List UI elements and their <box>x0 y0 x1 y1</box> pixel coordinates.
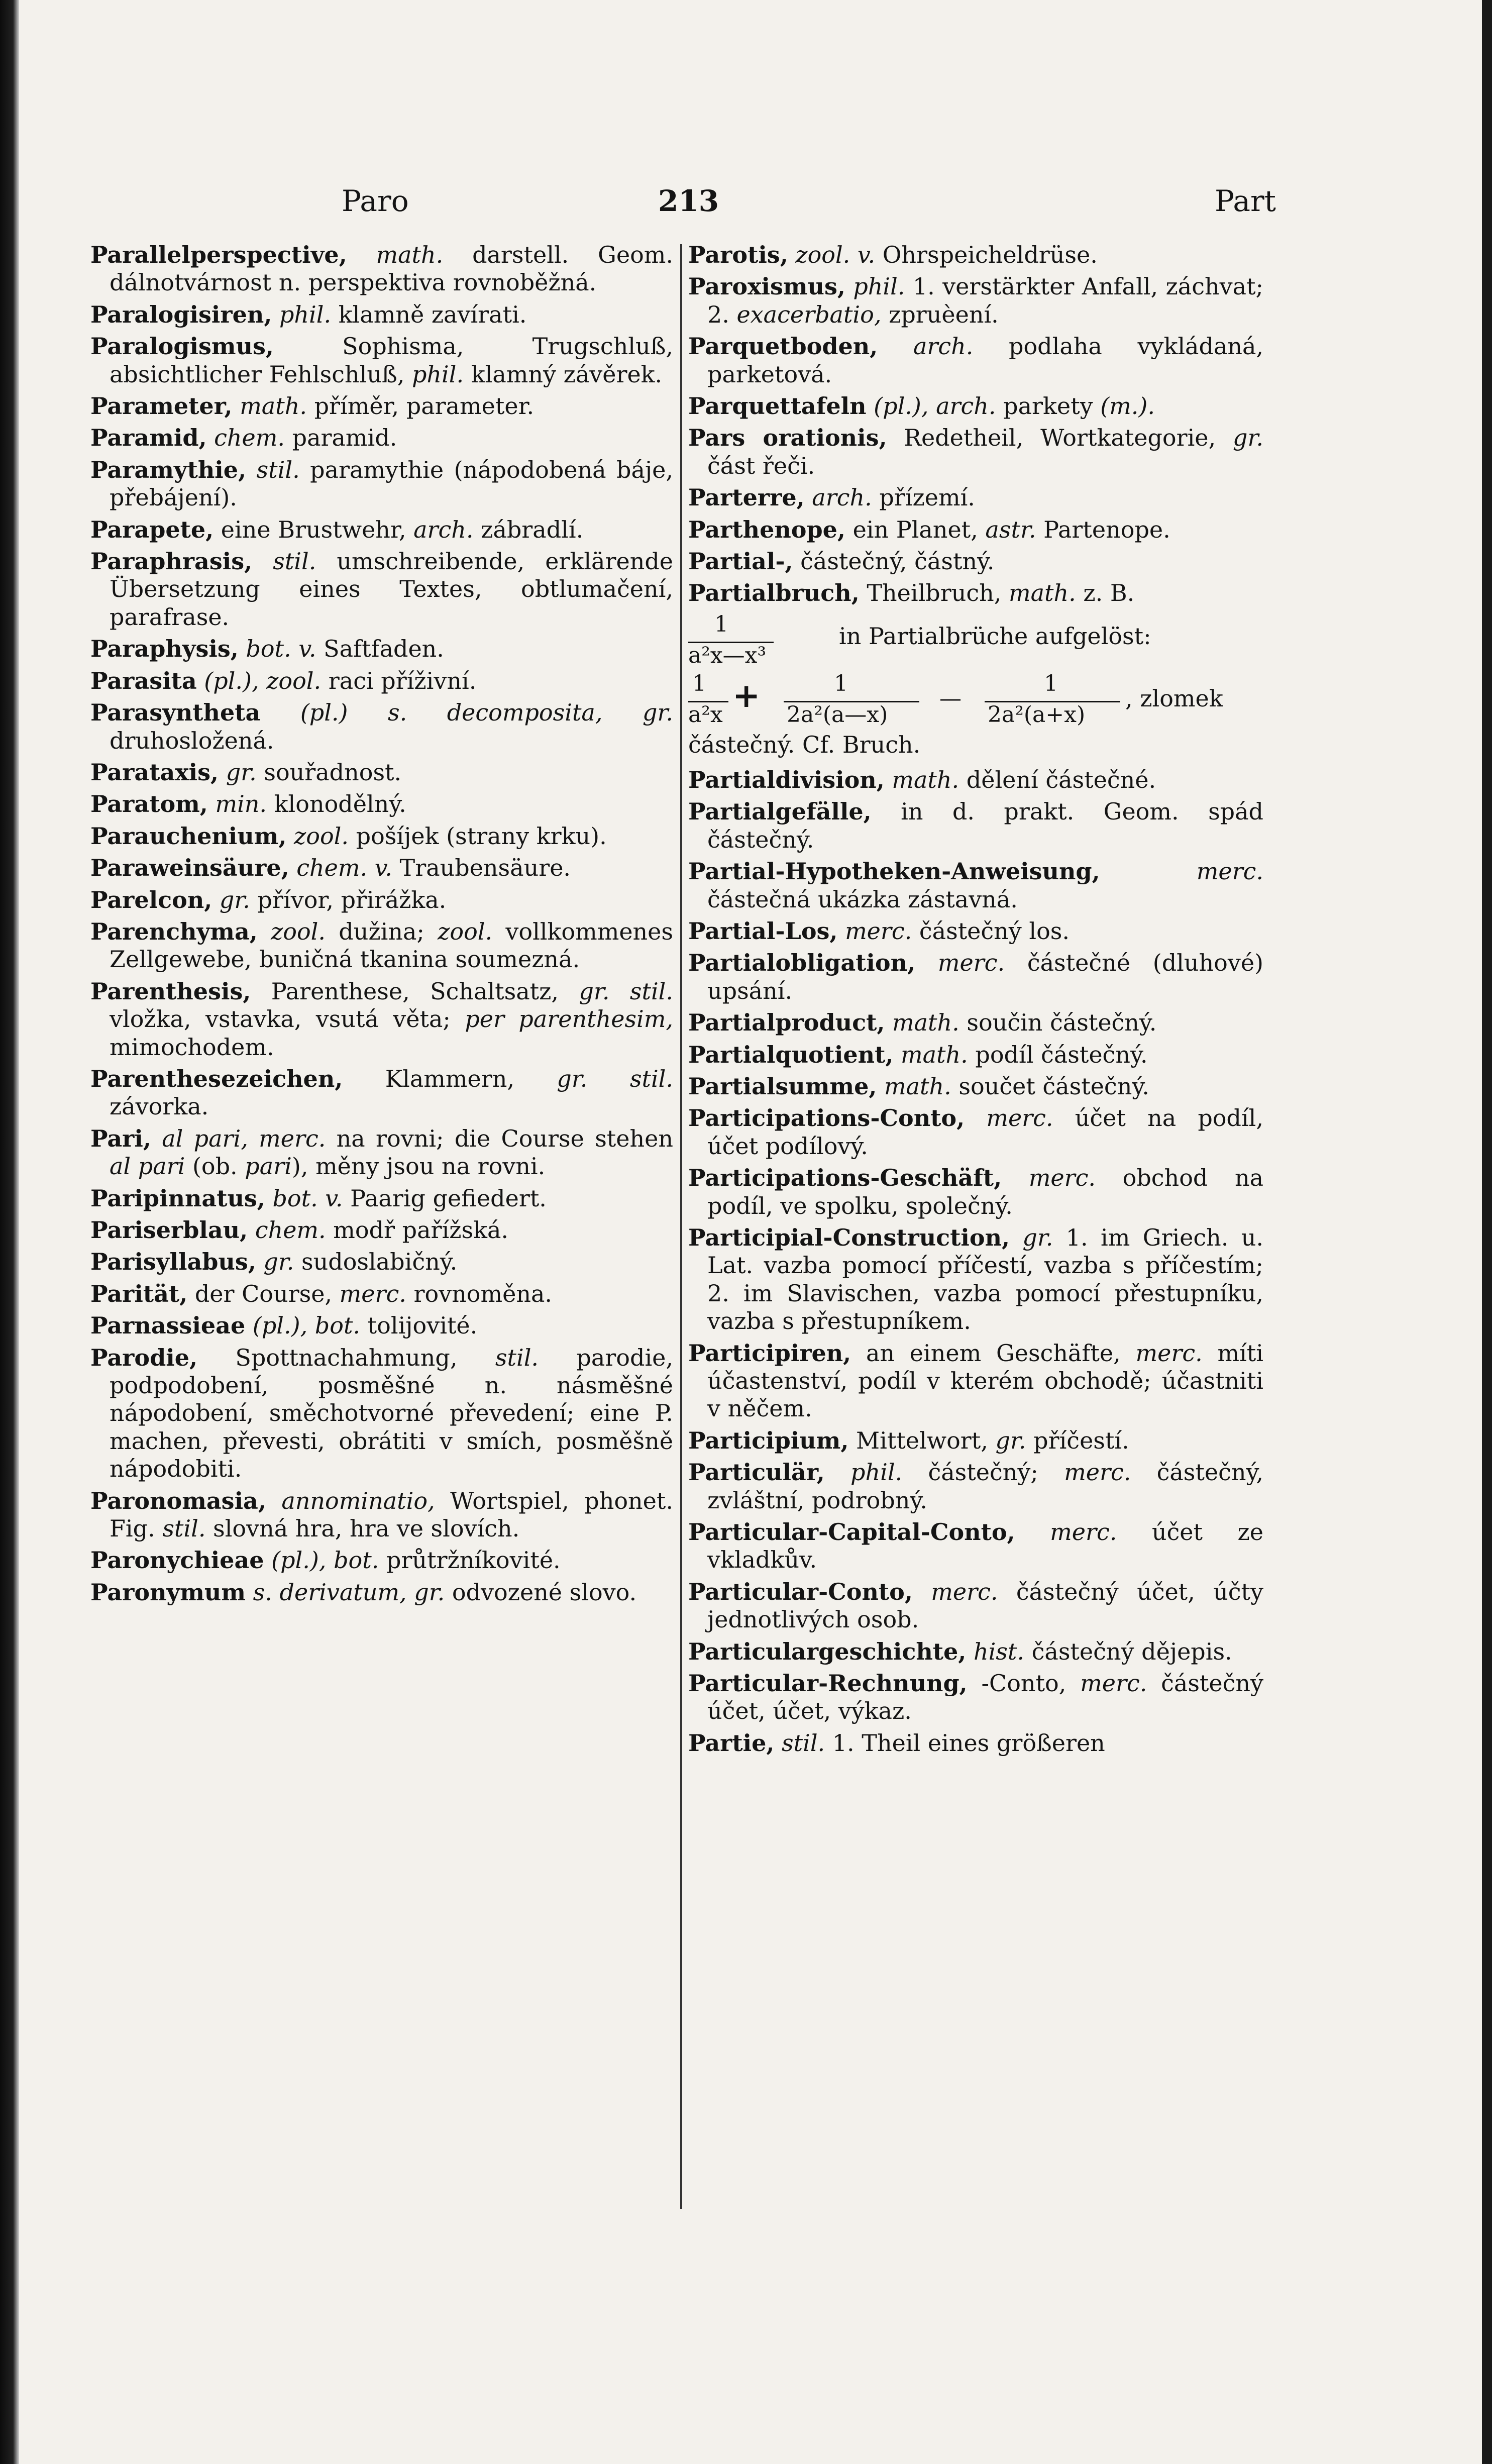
entry-text: na rovni; die Course stehen <box>326 1124 673 1152</box>
entry-text: podlaha vykládaná, parketová. <box>707 333 1263 388</box>
entry-label: gr. <box>995 1426 1026 1454</box>
dictionary-entry <box>688 579 1263 607</box>
entry-label: phil. <box>850 1459 903 1486</box>
entry-label: zool. <box>266 667 322 694</box>
dictionary-entry <box>688 798 1263 854</box>
entry-label: gr. <box>219 886 250 913</box>
entry-text: klamně zavírati. <box>331 300 527 328</box>
entry-headword: Partial-, <box>688 548 793 575</box>
dictionary-entry <box>688 1224 1263 1336</box>
entry-headword: Participial-Construction, <box>688 1223 1010 1251</box>
dictionary-entry <box>90 1280 673 1308</box>
entry-headword: Particulargeschichte, <box>688 1637 967 1665</box>
scan-right-edge <box>1482 0 1492 2464</box>
entry-headword: Participations-Geschäft, <box>688 1164 1002 1192</box>
entry-label: merc. <box>845 917 912 945</box>
dictionary-entry <box>90 548 673 631</box>
entry-text: eine Brustwehr, <box>221 516 414 543</box>
fraction-after: částečný. Cf. Bruch. <box>688 731 921 758</box>
entry-text: účet ze vkladkův. <box>707 1518 1263 1574</box>
dictionary-entry <box>688 1638 1263 1666</box>
entry-headword: Partial-Hypotheken-Anweisung, <box>688 858 1100 885</box>
entry-text: částečná ukázka zástavná. <box>707 885 1018 913</box>
entry-label: arch. <box>913 333 974 360</box>
scan-edge-shadow <box>0 0 19 2464</box>
fraction-1-denominator: a²x—x³ <box>688 642 767 668</box>
dictionary-entry <box>688 1578 1263 1634</box>
entry-headword: Pariserblau, <box>90 1216 248 1244</box>
dictionary-entry <box>90 918 673 974</box>
right-column-entries-top <box>688 241 1263 607</box>
entry-label: merc. <box>986 1104 1053 1132</box>
entry-text: podíl částečný. <box>968 1041 1148 1068</box>
entry-headword: Parterre, <box>688 484 805 511</box>
entry-headword: Partialbruch, <box>688 579 860 607</box>
entry-headword: Particulär, <box>688 1459 825 1486</box>
entry-headword: Partialobligation, <box>688 949 916 977</box>
entry-headword: Pari, <box>90 1124 151 1152</box>
entry-text: přívor, přirážka. <box>250 886 447 913</box>
entry-headword: Parotis, <box>688 241 788 268</box>
dictionary-entry <box>90 1216 673 1244</box>
entry-label: merc. <box>931 1578 998 1605</box>
entry-text: (ob. <box>185 1153 245 1180</box>
entry-label: merc. <box>1064 1459 1131 1486</box>
entry-label: math. <box>892 766 960 793</box>
entry-label: annominatio, <box>281 1487 435 1514</box>
entry-label: merc. <box>1028 1164 1096 1192</box>
entry-headword: Parasyntheta <box>90 699 261 727</box>
entry-text: druhosložená. <box>110 727 274 754</box>
entry-headword: Paramythie, <box>90 456 247 483</box>
entry-headword: Parasita <box>90 667 197 694</box>
entry-label: (m.). <box>1100 392 1155 420</box>
entry-label: exacerbatio, <box>736 300 882 328</box>
entry-text: mimochodem. <box>110 1033 274 1061</box>
entry-text: -Conto, <box>981 1670 1081 1697</box>
dictionary-entry <box>688 949 1263 1005</box>
dictionary-entry <box>688 1009 1263 1037</box>
entry-text: klonodělný. <box>267 790 406 818</box>
entry-text: darstell. Geom. dálnotvárnost n. perspektiva rovnoběžná. <box>110 241 674 296</box>
dictionary-entry <box>688 1041 1263 1069</box>
entry-text: in d. prakt. Geom. spád částečný. <box>707 798 1263 853</box>
dictionary-entry <box>90 1547 673 1574</box>
dictionary-entry <box>90 823 673 850</box>
entry-text: paramythie (nápodobená báje, přebájení). <box>110 456 674 511</box>
right-column-entries-bottom <box>688 766 1263 1757</box>
dictionary-entry <box>688 484 1263 511</box>
dictionary-entry <box>688 333 1263 388</box>
dictionary-entry <box>90 635 673 663</box>
entry-text: částečný účet, účty jednotlivých osob. <box>707 1578 1264 1633</box>
entry-headword: Parenthesis, <box>90 977 251 1005</box>
dictionary-entry <box>90 886 673 914</box>
entry-text: der Course, <box>194 1280 340 1307</box>
entry-headword: Partialquotient, <box>688 1041 894 1068</box>
entry-headword: Parallelperspective, <box>90 241 347 268</box>
plus-sign: + <box>732 675 761 715</box>
entry-headword: Parelcon, <box>90 886 212 913</box>
entry-text: Sophisma, Trugschluß, absichtlicher Fehlschluß, <box>110 333 673 388</box>
dictionary-entry <box>90 301 673 329</box>
dictionary-entry <box>688 392 1263 420</box>
dictionary-entry <box>688 548 1263 575</box>
entry-headword: Parität, <box>90 1280 188 1307</box>
entry-headword: Parataxis, <box>90 758 219 786</box>
entry-headword: Partialsumme, <box>688 1072 877 1100</box>
entry-text: z. B. <box>1076 579 1135 607</box>
entry-label: merc. <box>1050 1518 1117 1546</box>
entry-headword: Paraweinsäure, <box>90 854 289 882</box>
entry-headword: Parauchenium, <box>90 822 287 850</box>
entry-text: 1. im Griech. u. Lat. vazba pomocí příčestí, vazba s příčestím; 2. im Slavischen, vazba pomocí přestupníku, vazba s přestupníkem. <box>707 1223 1263 1335</box>
dictionary-entry <box>688 1164 1263 1220</box>
entry-headword: Paratom, <box>90 790 208 818</box>
entry-text: parkety <box>996 392 1101 420</box>
right-column <box>688 241 1263 1761</box>
term-2-denominator: 2a²(a—x) <box>787 701 888 728</box>
term-3-numerator: 1 <box>1044 670 1058 696</box>
entry-label: math. <box>884 1072 951 1100</box>
entry-label: gr. <box>1022 1223 1053 1251</box>
entry-label: math. <box>1009 579 1076 607</box>
entry-text: obchod na podíl, ve spolku, společný. <box>707 1164 1264 1219</box>
entry-label: stil. <box>162 1515 206 1543</box>
entry-text: průtržníkovité. <box>379 1547 561 1574</box>
entry-text: an einem Geschäfte, <box>866 1339 1136 1367</box>
entry-headword: Paralogisiren, <box>90 300 272 328</box>
entry-text: zábradlí. <box>473 516 584 543</box>
entry-headword: Paroxismus, <box>688 273 845 300</box>
entry-headword: Paronomasia, <box>90 1487 266 1514</box>
entry-headword: Participiren, <box>688 1339 851 1367</box>
entry-text: součet částečný. <box>951 1072 1149 1100</box>
dictionary-entry <box>90 456 673 512</box>
entry-label: (pl.), <box>204 667 259 694</box>
dictionary-entry <box>90 854 673 882</box>
entry-text: přízemí. <box>872 484 975 511</box>
partial-fraction-example <box>688 611 1263 762</box>
entry-label: s. derivatum, gr. <box>253 1578 445 1606</box>
dictionary-entry <box>90 1065 673 1121</box>
entry-label: arch. <box>812 484 872 511</box>
term-2-numerator: 1 <box>834 670 848 696</box>
fraction-1-numerator: 1 <box>714 611 728 637</box>
entry-label: per parenthesim, <box>465 1005 673 1033</box>
entry-text: parodie, podpodobení, posměšné n. násměšné nápodobení, směchotvorné převedení; eine P. machen, převesti, obrátiti v smích, posměšně nápodobiti. <box>110 1344 673 1483</box>
entry-text: částečný dějepis. <box>1024 1637 1232 1665</box>
entry-text: ), měny jsou na rovni. <box>291 1153 546 1180</box>
entry-label: hist. <box>973 1637 1025 1665</box>
entry-label: chem. v. <box>296 854 392 882</box>
entry-text: odvozené slovo. <box>445 1578 637 1606</box>
dictionary-entry <box>90 790 673 818</box>
dictionary-entry <box>90 978 673 1061</box>
entry-headword: Paronychieae <box>90 1547 264 1574</box>
dictionary-entry <box>688 1459 1263 1514</box>
entry-text: Wortspiel, phonet. Fig. <box>110 1487 674 1543</box>
entry-label: al pari <box>110 1153 185 1180</box>
entry-headword: Parapete, <box>90 516 214 543</box>
dictionary-entry <box>90 1248 673 1276</box>
dictionary-entry <box>90 699 673 755</box>
dictionary-entry <box>90 333 673 388</box>
entry-text: souřadnost. <box>256 758 402 786</box>
dictionary-entry <box>90 1312 673 1340</box>
entry-label: (pl.), bot. <box>271 1547 379 1574</box>
dictionary-entry <box>688 858 1263 913</box>
entry-label: merc. <box>339 1280 406 1307</box>
fraction-1-suffix: in Partialbrüche aufgelöst: <box>839 622 1151 650</box>
entry-label: (pl.), bot. <box>252 1312 361 1340</box>
entry-text: 1. Theil eines größeren <box>825 1729 1105 1757</box>
entry-text: tolijovité. <box>360 1312 478 1340</box>
entry-label: zool. <box>438 917 493 945</box>
entry-text: částečný; <box>902 1459 1064 1486</box>
entry-label: gr. <box>1233 424 1264 452</box>
dictionary-entry <box>90 759 673 786</box>
entry-label: gr. stil. <box>579 977 674 1005</box>
entry-text: rovnoměna. <box>406 1280 553 1307</box>
dictionary-entry <box>688 424 1263 480</box>
entry-headword: Particular-Rechnung, <box>688 1670 968 1697</box>
entry-headword: Parameter, <box>90 392 233 420</box>
entry-label: merc. <box>937 949 1005 977</box>
entry-headword: Paronymum <box>90 1578 246 1606</box>
entry-text: paramid. <box>285 424 397 452</box>
dictionary-entry <box>688 1104 1263 1160</box>
dictionary-entry <box>90 1344 673 1483</box>
running-head-left: Paro <box>342 184 409 218</box>
entry-label: bot. v. <box>272 1184 343 1212</box>
dictionary-entry <box>688 1073 1263 1100</box>
left-column <box>90 241 673 1610</box>
entry-label: astr. <box>985 516 1036 543</box>
entry-headword: Paraphrasis, <box>90 548 253 575</box>
entry-label: al pari, merc. <box>162 1124 326 1152</box>
entry-label: phil. <box>853 273 905 300</box>
entry-headword: Paraphysis, <box>90 635 239 663</box>
entry-headword: Particular-Capital-Conto, <box>688 1518 1015 1546</box>
entry-text: vložka, vstavka, vsutá věta; <box>110 1005 465 1033</box>
entry-label: min. <box>215 790 267 818</box>
entry-headword: Parquettafeln <box>688 392 867 420</box>
entry-label: merc. <box>1196 858 1263 885</box>
entry-label: merc. <box>1080 1670 1147 1697</box>
dictionary-entry <box>90 1579 673 1606</box>
entry-label: merc. <box>1135 1339 1203 1367</box>
entry-text: Redetheil, Wortkategorie, <box>904 424 1233 452</box>
entry-text: sudoslabičný. <box>294 1248 458 1276</box>
dictionary-entry <box>90 516 673 544</box>
dictionary-entry <box>90 667 673 695</box>
page-header <box>342 184 1276 219</box>
dictionary-entry <box>688 1518 1263 1574</box>
entry-headword: Parquetboden, <box>688 333 878 360</box>
entry-headword: Parnassieae <box>90 1312 246 1340</box>
entry-headword: Parisyllabus, <box>90 1248 256 1276</box>
entry-label: stil. <box>256 456 300 483</box>
entry-text: klamný závěrek. <box>464 360 663 388</box>
dictionary-entry <box>688 1340 1263 1423</box>
entry-text: součin částečný. <box>959 1009 1157 1037</box>
dictionary-entry <box>90 1125 673 1181</box>
entry-label: (pl.), arch. <box>874 392 996 420</box>
dictionary-entry <box>688 273 1263 329</box>
dictionary-entry <box>90 424 673 452</box>
entry-headword: Paripinnatus, <box>90 1184 265 1212</box>
entry-text: dužina; <box>326 917 438 945</box>
entry-text: Traubensäure. <box>392 854 571 882</box>
dictionary-entry <box>688 1729 1263 1757</box>
term-1-numerator: 1 <box>692 670 706 696</box>
minus-sign: — <box>939 685 962 711</box>
dictionary-entry <box>688 241 1263 269</box>
entry-label: phil. <box>279 300 332 328</box>
entry-label: pari <box>245 1153 292 1180</box>
entry-headword: Parodie, <box>90 1344 197 1371</box>
entry-text: pošíjek (strany krku). <box>349 822 607 850</box>
entry-headword: Paramid, <box>90 424 207 452</box>
entry-label: gr. <box>226 758 257 786</box>
entry-label: arch. <box>413 516 474 543</box>
entry-headword: Partialgefälle, <box>688 798 872 826</box>
entry-text: účet na podíl, účet podílový. <box>707 1104 1263 1160</box>
entry-text: částečný los. <box>912 917 1070 945</box>
entry-headword: Partialproduct, <box>688 1009 885 1037</box>
entry-label: math. <box>901 1041 968 1068</box>
term-3-denominator: 2a²(a+x) <box>988 701 1086 728</box>
entry-label: math. <box>376 241 444 268</box>
entry-text: modř pařížská. <box>326 1216 508 1244</box>
dictionary-entry <box>688 1670 1263 1725</box>
entry-text: částečný, zvláštní, podrobný. <box>707 1459 1263 1514</box>
entry-headword: Partialdivision, <box>688 766 885 793</box>
entry-headword: Pars orationis, <box>688 424 887 452</box>
entry-text: vollkommenes Zellgewebe, buničná tkanina soumezná. <box>110 917 673 973</box>
column-divider <box>680 244 682 2209</box>
entry-label: stil. <box>782 1729 825 1757</box>
entry-label: zool. <box>271 917 326 945</box>
entry-text: příměr, parameter. <box>306 392 535 420</box>
entry-text: slovná hra, hra ve slovích. <box>205 1515 520 1543</box>
entry-text: míti účastenství, podíl v kterém obchodě; účastniti v něčem. <box>707 1339 1263 1422</box>
entry-headword: Partial-Los, <box>688 917 838 945</box>
entry-text: část řeči. <box>707 452 815 479</box>
entry-text: raci příživní. <box>321 667 477 694</box>
entry-label: gr. <box>263 1248 294 1276</box>
dictionary-entry <box>90 1487 673 1543</box>
entry-headword: Participium, <box>688 1426 849 1454</box>
entry-label: stil. <box>273 548 316 575</box>
entry-text <box>259 667 267 694</box>
dictionary-entry <box>90 392 673 420</box>
page-number: 213 <box>658 184 719 218</box>
entry-headword: Partie, <box>688 1729 775 1757</box>
entry-label: (pl.) s. decomposita, gr. <box>300 699 673 727</box>
entry-text: částečné (dluhové) upsání. <box>707 949 1263 1004</box>
entry-label: stil. <box>495 1344 539 1371</box>
entry-headword: Paralogismus, <box>90 333 274 360</box>
entry-label: zool. v. <box>795 241 876 268</box>
entry-headword: Parenchyma, <box>90 917 258 945</box>
dictionary-entry <box>688 917 1263 945</box>
entry-text: částečný účet, účet, výkaz. <box>707 1670 1264 1725</box>
entry-headword: Particular-Conto, <box>688 1578 913 1605</box>
entry-label: gr. stil. <box>557 1065 674 1092</box>
entry-text: Ohrspeicheldrüse. <box>875 241 1098 268</box>
entry-text: závorka. <box>110 1093 209 1120</box>
term-1-denominator: a²x <box>688 701 723 728</box>
entry-text: umschreibende, erklärende Übersetzung eines Textes, obtlumačení, parafrase. <box>110 548 673 631</box>
dictionary-entry <box>688 1427 1263 1455</box>
entry-label: zool. <box>294 822 349 850</box>
entry-label: bot. v. <box>246 635 316 663</box>
entry-label: chem. <box>255 1216 326 1244</box>
entry-headword: Parenthesezeichen, <box>90 1065 343 1092</box>
entry-text: Partenope. <box>1036 516 1170 543</box>
entry-text: dělení částečné. <box>959 766 1156 793</box>
entry-label: math. <box>240 392 307 420</box>
entry-text: Mittelwort, <box>856 1426 996 1454</box>
entry-text: zpruèení. <box>881 300 999 328</box>
dictionary-entry <box>90 1185 673 1212</box>
entry-text: ein Planet, <box>852 516 986 543</box>
entry-label: phil. <box>411 360 464 388</box>
entry-headword: Participations-Conto, <box>688 1104 965 1132</box>
entry-text: Spottnachahmung, <box>235 1344 495 1371</box>
entry-label: chem. <box>214 424 285 452</box>
entry-text: Klammern, <box>385 1065 557 1092</box>
entry-text: částečný, částný. <box>800 548 995 575</box>
entry-text: Theilbruch, <box>867 579 1009 607</box>
dictionary-entry <box>90 241 673 297</box>
dictionary-entry <box>688 516 1263 544</box>
entry-text: Paarig gefiedert. <box>343 1184 547 1212</box>
running-head-right: Part <box>1214 184 1276 218</box>
entry-text: Saftfaden. <box>316 635 444 663</box>
entry-text: Parenthese, Schaltsatz, <box>271 977 579 1005</box>
entry-label: math. <box>892 1009 960 1037</box>
entry-text: 1. verstärkter Anfall, záchvat; 2. <box>707 273 1263 328</box>
entry-headword: Parthenope, <box>688 516 845 543</box>
entry-text: příčestí. <box>1026 1426 1129 1454</box>
dictionary-entry <box>688 766 1263 794</box>
fraction-tail: , zlomek <box>1125 684 1223 712</box>
